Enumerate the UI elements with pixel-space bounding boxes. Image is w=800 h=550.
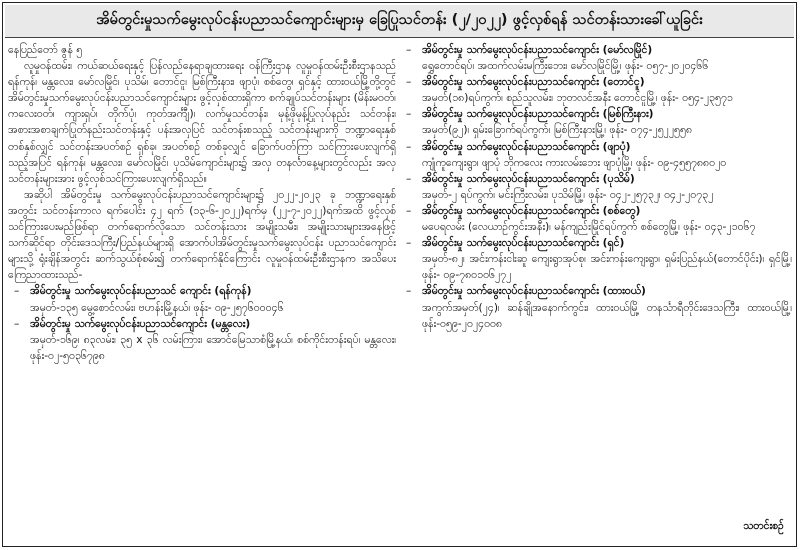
school-name: အိမ်တွင်းမှု သက်မွေးလုပ်ငန်းပညာသင်ကျောင်း (ဖျာပုံ) [422,140,631,153]
school-address: အကွက်အမှတ်(၂၄)၊ ဆန်ချိုအနောက်ကွင်း၊ ထားဝယ်မြို့ တနင်္သာရီတိုင်းဒေသကြီး၊ ထားဝယ်မြို့၊ ဖုန်း-၀၅၉-၂၀၂၄၀၀၈ [422,301,792,330]
list-item [404,74,792,106]
list-item [404,139,792,171]
school-address: အမှတ်(၁၈)ရပ်ကွက်၊ စည်သူလမ်း၊ ဘုတလင်အနီး တောင်ငူမြို့၊ ဖုန်း- ၀၅၄-၂၃၅၇၁ [422,92,733,105]
school-name: အိမ်တွင်းမှု သက်မွေးလုပ်ငန်းပညာသင်ကျောင်း (ရှင်) [422,237,625,250]
byline: သတင်းစဉ် [743,519,784,532]
dateline: နေပြည်တော် ဇွန် ၅ [8,44,83,56]
detail-paragraph: အဆိုပါ အိမ်တွင်းမှု သက်မွေးလုပ်ငန်းပညာသင်ကျောင်းများ၌ ၂၀၂၂-၂၀၂၃ ခု ဘဏ္ဍာရေးနှစ်အတွင်း သင်တန်းကာလ ရက်ပေါင်း ၄၂ ရက် (၁၃-၆-၂၀၂၂)ရက်မှ (၂၂-၇-၂၀၂၂)ရက်အထိ ဖွင့်လှစ်သင်ကြားပေးမည်ဖြစ်ရာ တက်ရောက်လိုသော သင်တန်းသား အမျိုးသမီး၊ အမျိုးသားများအနေဖြင့် သက်ဆိုင်ရာ တိုင်းဒေသကြီး/ပြည်နယ်များရှိ အောက်ပါအိမ်တွင်းမှုသက်မွေးလုပ်ငန်း ပညာသင်ကျောင်းများသို့ ရုံးချိန်အတွင်း ဆက်သွယ်စုံစမ်း၍ တက်ရောက်နိုင်ကြောင်း လူမှုဝန်ထမ်းဦးစီးဌာနက အသိပေးကြေညာထားသည်- [8,188,396,282]
dash-bullet-icon: – [406,108,412,121]
list-item [404,283,792,331]
dash-bullet-icon: – [406,140,412,153]
left-school-list [8,283,396,363]
school-address: အမှတ်-၈၂၊ အင်းကန်းငါးဆူ ကျေးရွာအုပ်စု၊ အင်းကန်းကျေးရွာ၊ ရှမ်းပြည်နယ်(တောင်ပိုင်း)၊ ရှင်မြို့၊ ဖုန်း- ၀၉-၇၈၀၁၀၆၂၇၂ [422,253,792,282]
list-item [404,106,792,138]
school-address: အမှတ်(၉၂)၊ ရှမ်းခြောက်ရပ်ကွက်၊ မြစ်ကြီးနားမြို့၊ ဖုန်း- ၀၇၄-၂၅၂၂၅၅၈ [422,124,693,137]
school-name: အိမ်တွင်းမှု သက်မွေးလုပ်ငန်းပညာသင်ကျောင်း (မန္တလေး) [30,317,251,330]
school-name: အိမ်တွင်းမှု သက်မွေးလုပ်ငန်းပညာသင်ကျောင်း (ထားဝယ်) [422,285,646,298]
right-column [404,42,792,544]
dash-bullet-icon: – [406,285,412,298]
school-address: အမှတ်-၂ ရပ်ကွက်၊ မင်းကြီးလမ်း၊ ပုသိမ်မြို့၊ ဖုန်း- ၀၄၂-၂၅၇၃၂၊ ၀၄၂-၂၀၇၃၂ [422,188,714,201]
dash-bullet-icon: – [406,204,412,217]
list-item [8,283,396,315]
school-name: အိမ်တွင်းမှု သက်မွေးလုပ်ငန်းပညာသင်ကျောင်း (တောင်ငူ) [422,76,645,89]
school-address: အမှတ်-၁၆၉၊ ၈၃လမ်း၊ ၃၅ x ၃၆ လမ်းကြား၊ အောင်မြေသာစံမြို့နယ်၊ စစ်ကိုင်းတန်းရပ်၊ မန္တလေး၊ ဖုန်း-၀၂-၅၀၃၆၇၉၈ [30,333,396,362]
school-address: အမှတ်-၁၃၅ မွေ့စောင်လမ်း၊ ဗဟန်းမြို့နယ်၊ ဖုန်း- ၀၉-၂၅၇၆၀၀၀၄၆ [30,301,284,314]
headline: အိမ်တွင်းမှုသက်မွေးလုပ်ငန်းပညာသင်ကျောင်းများမှ ခြေပြုသင်တန်း (၂/၂၀၂၂) ဖွင့်လှစ်ရန် သင်တန်းသားခေါ်ယူခြင်း [5,5,794,38]
school-address: ကျုံကူကျေးရွာ၊ ဖျာပုံ ဘိုကလေး ကားလမ်းဘေး ဖျာပုံမြို့၊ ဖုန်း- ၀၉-၄၅၅၇၈၈၀၂၀ [422,156,727,169]
right-school-list [404,42,792,332]
dash-bullet-icon: – [406,76,412,89]
dash-bullet-icon: – [406,172,412,185]
list-item [404,235,792,283]
school-address: ရွှေတောင်ရပ်၊ အထက်လမ်းမကြီးဘေး၊ မော်လမြိုင်မြို့၊ ဖုန်း- ၀၅၇-၂၀၂၀၄၆၆ [422,60,709,73]
dash-bullet-icon: – [406,237,412,250]
dash-bullet-icon: – [14,285,20,298]
school-name: အိမ်တွင်းမှု သက်မွေးလုပ်ငန်းပညာသင်ကျောင်း (ပုသိမ်) [422,172,635,185]
left-column [8,42,396,544]
school-name: အိမ်တွင်းမှု သက်မွေးလုပ်ငန်းပညာသင် ကျောင်း (ရန်ကုန်) [30,285,252,298]
dash-bullet-icon: – [14,317,20,330]
school-address: မပေရလမ်း (လေယာဉ်ကွင်းအနီး)၊ မန်ကျည်းမြိုင်ရပ်ကွက် စစ်တွေမြို့၊ ဖုန်း- ၀၄၃-၂၁၀၆၇ [422,221,756,234]
list-item [404,171,792,203]
list-item [8,316,396,364]
school-name: အိမ်တွင်းမှု သက်မွေးလုပ်ငန်းပညာသင်ကျောင်း (မော်လမြိုင်) [422,44,653,56]
list-item [404,203,792,235]
list-item [404,42,792,74]
intro-paragraph: လူမှုဝန်ထမ်း၊ ကယ်ဆယ်ရေးနှင့် ပြန်လည်နေရာချထားရေး ဝန်ကြီးဌာန လူမှုဝန်ထမ်းဦးစီးဌာနသည် ရန်ကုန်၊ မန္တလေး၊ မော်လမြိုင်၊ ပုသိမ်၊ တောင်ငူ၊ မြစ်ကြီးနား၊ ဖျာပုံ၊ စစ်တွေ၊ ရှင်နှင့် ထားဝယ်မြို့တို့တွင် အိမ်တွင်းမှုသက်မွေးလုပ်ငန်းပညာသင်ကျောင်းများ ဖွင့်လှစ်ထားရှိကာ စက်ချုပ်သင်တန်းများ (မိန်းမဝတ်၊ ကလေးဝတ်၊ ကျားရှပ်၊ တိုက်ပုံ၊ ကုတ်အင်္ကျီ)၊ လက်မှုသင်တန်း၊ မုန့်ဖိုမုန့်ပြုလုပ်နည်း သင်တန်း၊ အစားအစာချက်ပြုတ်နည်းသင်တန်းနှင့် ပန်းအလှပြင် သင်တန်းစသည့် သင်တန်းများကို ဘဏ္ဍာရေးနှစ် တစ်နှစ်လျှင် သင်တန်းအပတ်စဉ် ရှစ်ခု၊ အပတ်စဉ် တစ်ခုလျှင် ခြောက်ပတ်ကြာ သင်ကြားပေးလျက်ရှိသည့်အပြင် ရန်ကုန်၊ မန္တလေး၊ မော်လမြိုင်၊ ပုသိမ်ကျောင်းများ၌ အလှ တနင်္လာနေ့များတွင်လည်း အလှ သင်တန်းများအား ဖွင့်လှစ်သင်ကြားပေးလျက်ရှိသည်။ [8,60,396,185]
school-name: အိမ်တွင်းမှု သက်မွေးလုပ်ငန်းပညာသင်ကျောင်း (စစ်တွေ) [422,204,641,217]
school-name: အိမ်တွင်းမှု သက်မွေးလုပ်ငန်းပညာသင်ကျောင်း (မြစ်ကြီးနား) [422,108,654,121]
dash-bullet-icon: – [406,44,412,56]
